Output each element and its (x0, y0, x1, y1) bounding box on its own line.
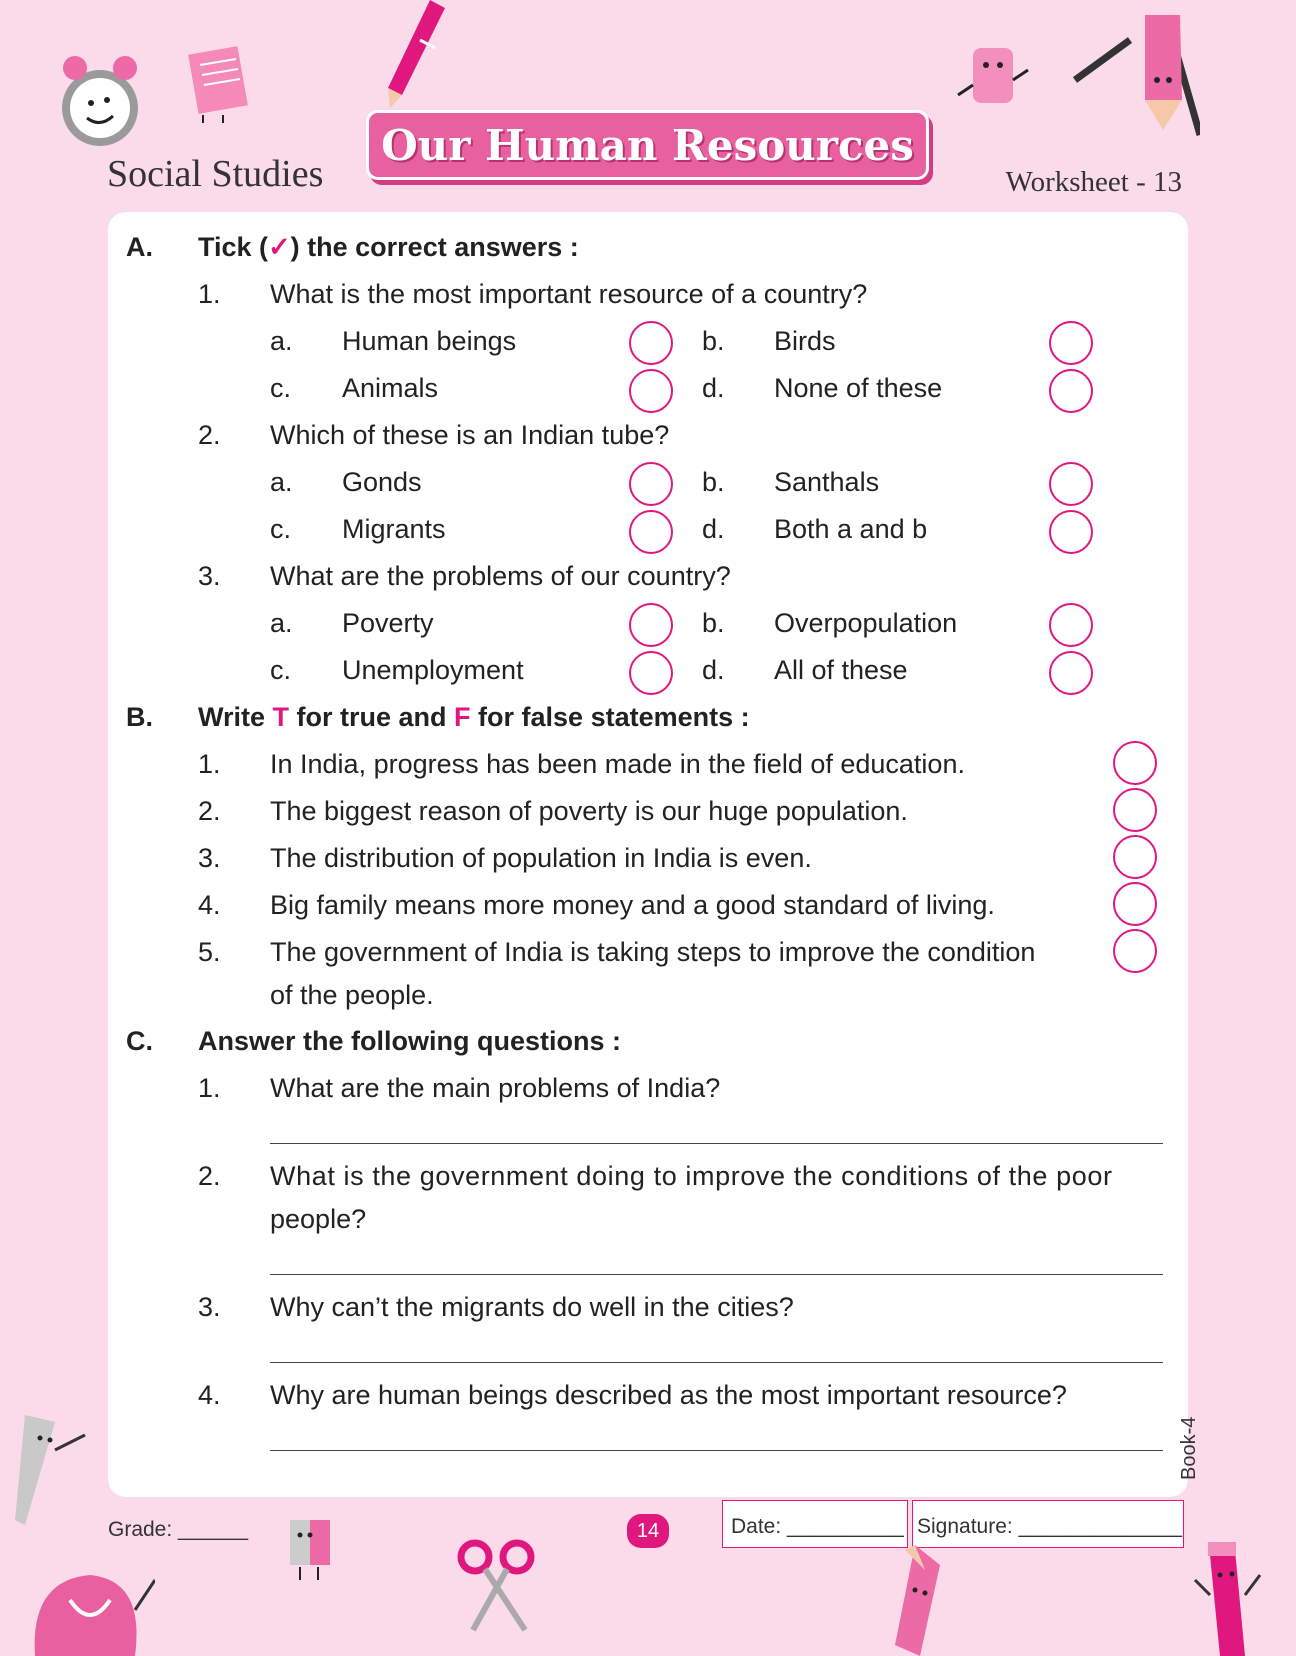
tick-icon: ✓ (268, 232, 291, 262)
section-b-heading: Write T for true and F for false statements : (198, 702, 750, 732)
true-false-circle[interactable] (1113, 741, 1157, 785)
section-c-heading: Answer the following questions : (198, 1026, 622, 1056)
question-number: 2. (198, 1161, 221, 1191)
pencil-icon (1190, 1540, 1265, 1656)
option-text: Overpopulation (774, 608, 958, 638)
answer-line[interactable] (270, 1450, 1163, 1451)
option-letter: d. (702, 373, 725, 403)
statement-number: 3. (198, 843, 221, 873)
school-bag-icon (15, 1520, 155, 1656)
answer-circle[interactable] (1049, 510, 1093, 554)
section-a-heading: Tick (✓) the correct answers : (198, 232, 579, 262)
pencil-icon (1070, 10, 1200, 140)
page-number: 14 (627, 1514, 669, 1548)
grade-field[interactable]: Grade: ______ (108, 1518, 249, 1541)
answer-circle[interactable] (629, 462, 673, 506)
statement-number: 1. (198, 749, 221, 779)
section-b-letter: B. (126, 702, 153, 732)
option-letter: b. (702, 608, 725, 638)
option-text: Animals (342, 373, 439, 403)
option-letter: a. (270, 326, 293, 356)
date-field: Date: __________ (731, 1515, 904, 1538)
true-false-circle[interactable] (1113, 788, 1157, 832)
question-number: 1. (198, 1073, 221, 1103)
question-number: 3. (198, 1292, 221, 1322)
option-letter: c. (270, 514, 292, 544)
statement-text-continued: of the people. (270, 980, 434, 1010)
answer-circle[interactable] (1049, 603, 1093, 647)
question-text: What are the main problems of India? (270, 1073, 721, 1103)
option-text: All of these (774, 655, 908, 685)
question-text-continued: people? (270, 1204, 367, 1234)
option-letter: c. (270, 655, 292, 685)
answer-circle[interactable] (629, 369, 673, 413)
question-text: What are the problems of our country? (270, 561, 731, 591)
question-number: 3. (198, 561, 221, 591)
option-letter: b. (702, 467, 725, 497)
worksheet-number: Worksheet - 13 (1005, 166, 1182, 198)
signature-box[interactable] (912, 1500, 1184, 1548)
option-letter: d. (702, 514, 725, 544)
pencil-icon (380, 0, 450, 110)
true-false-circle[interactable] (1113, 835, 1157, 879)
option-text: Gonds (342, 467, 422, 497)
question-text: Why can’t the migrants do well in the cities? (270, 1292, 794, 1322)
option-letter: d. (702, 655, 725, 685)
statement-number: 2. (198, 796, 221, 826)
signature-field: Signature: ______________ (917, 1515, 1183, 1538)
true-false-circle[interactable] (1113, 929, 1157, 973)
answer-line[interactable] (270, 1274, 1163, 1275)
question-text: Which of these is an Indian tube? (270, 420, 670, 450)
option-letter: a. (270, 467, 293, 497)
option-text: None of these (774, 373, 943, 403)
option-text: Unemployment (342, 655, 524, 685)
answer-circle[interactable] (1049, 651, 1093, 695)
statement-text: In India, progress has been made in the field of education. (270, 749, 965, 779)
book-label: Book-4 (1178, 1416, 1200, 1480)
statement-text: Big family means more money and a good standard of living. (270, 890, 995, 920)
answer-circle[interactable] (629, 321, 673, 365)
option-text: Poverty (342, 608, 434, 638)
page-title-text: Our Human Resources (381, 120, 914, 170)
answer-circle[interactable] (629, 510, 673, 554)
statement-text: The government of India is taking steps to improve the condition (270, 937, 1036, 967)
answer-circle[interactable] (1049, 321, 1093, 365)
answer-circle[interactable] (1049, 369, 1093, 413)
answer-line[interactable] (270, 1362, 1163, 1363)
ruler-icon (10, 1410, 90, 1530)
alarm-clock-icon (55, 48, 145, 153)
section-a-letter: A. (126, 232, 153, 262)
answer-circle[interactable] (629, 651, 673, 695)
date-box[interactable] (722, 1500, 908, 1548)
subject-label: Social Studies (107, 153, 324, 195)
page-title (366, 110, 929, 180)
option-letter: a. (270, 608, 293, 638)
section-c-letter: C. (126, 1026, 153, 1056)
option-text: Birds (774, 326, 836, 356)
notepad-icon (178, 45, 258, 125)
question-number: 2. (198, 420, 221, 450)
statement-number: 5. (198, 937, 221, 967)
eraser-icon (948, 40, 1038, 120)
option-text: Santhals (774, 467, 880, 497)
pencil-sharpener-icon (282, 1515, 342, 1585)
option-text: Migrants (342, 514, 446, 544)
question-number: 4. (198, 1380, 221, 1410)
true-false-circle[interactable] (1113, 882, 1157, 926)
answer-circle[interactable] (1049, 462, 1093, 506)
question-text: What is the government doing to improve the conditions of the poor (270, 1161, 1113, 1191)
question-text: Why are human beings described as the most important resource? (270, 1380, 1067, 1410)
option-letter: c. (270, 373, 292, 403)
question-text: What is the most important resource of a country? (270, 279, 868, 309)
answer-line[interactable] (270, 1143, 1163, 1144)
option-text: Human beings (342, 326, 517, 356)
answer-circle[interactable] (629, 603, 673, 647)
option-text: Both a and b (774, 514, 928, 544)
statement-text: The biggest reason of poverty is our huge population. (270, 796, 908, 826)
scissors-icon (455, 1535, 540, 1635)
statement-text: The distribution of population in India is even. (270, 843, 812, 873)
question-number: 1. (198, 279, 221, 309)
pencil-icon (885, 1545, 955, 1656)
statement-number: 4. (198, 890, 221, 920)
option-letter: b. (702, 326, 725, 356)
